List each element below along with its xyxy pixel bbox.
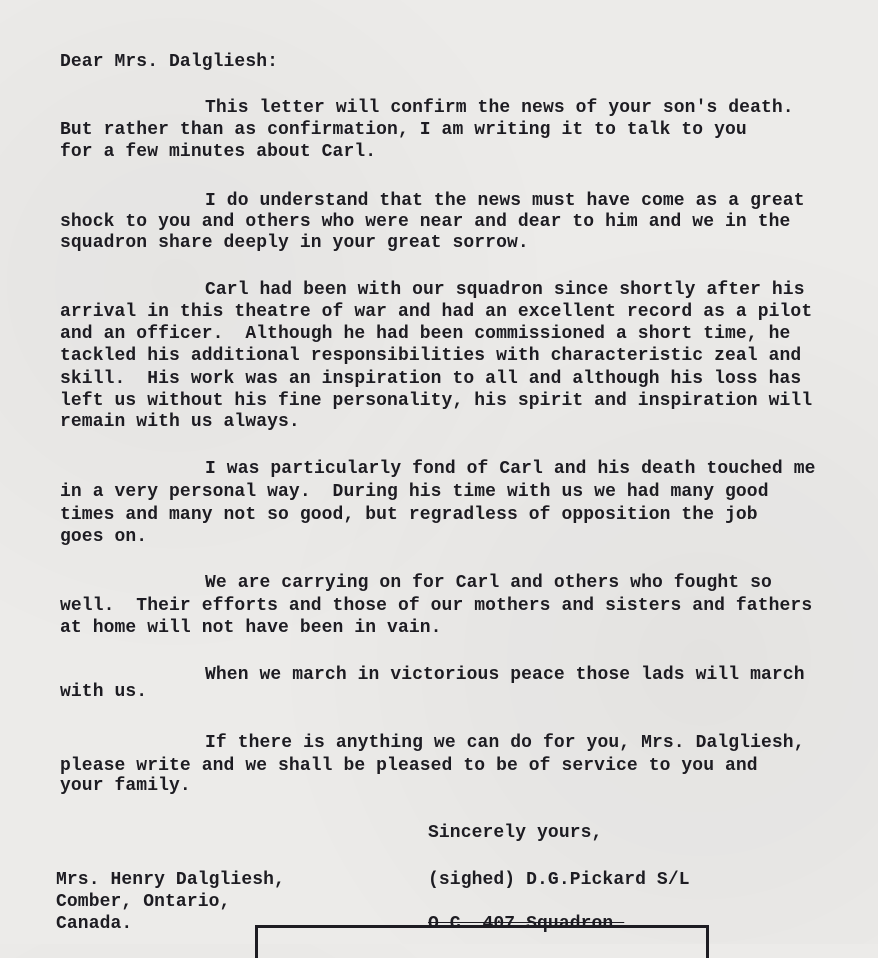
letter-line: your family. [60, 776, 191, 796]
address-line: Mrs. Henry Dalgliesh, [56, 870, 285, 890]
letter-line: goes on. [60, 527, 148, 547]
address-line: Comber, Ontario, [56, 892, 231, 912]
letter-line: in a very personal way. During his time with us we had many good [60, 482, 769, 502]
letter-line: times and many not so good, but regradless of opposition the job [60, 505, 758, 525]
closing: Sincerely yours, [428, 823, 603, 843]
letter-line: with us. [60, 682, 148, 702]
letter-line: well. Their efforts and those of our mothers and sisters and fathers [60, 596, 813, 616]
letter-line: left us without his fine personality, his spirit and inspiration will [60, 391, 813, 411]
letter-line: tackled his additional responsibilities with characteristic zeal and [60, 346, 802, 366]
letter-line: shock to you and others who were near and dear to him and we in the [60, 212, 791, 232]
letter-line: skill. His work was an inspiration to all and although his loss has [60, 369, 802, 389]
signer-title: O.C. 407 Squadron. [428, 914, 625, 934]
letter-line: please write and we shall be pleased to be of service to you and [60, 756, 758, 776]
letter-line: This letter will confirm the news of your son's death. [205, 98, 794, 118]
address-line: Canada. [56, 914, 133, 934]
letter-line: squadron share deeply in your great sorrow. [60, 233, 529, 253]
letter-line: at home will not have been in vain. [60, 618, 442, 638]
letter-line: If there is anything we can do for you, Mrs. Dalgliesh, [205, 733, 805, 753]
letter-line: for a few minutes about Carl. [60, 142, 377, 162]
letter-line: When we march in victorious peace those lads will march [205, 665, 805, 685]
letter-line: We are carrying on for Carl and others who fought so [205, 573, 772, 593]
letter-line: But rather than as confirmation, I am writing it to talk to you [60, 120, 747, 140]
letter-line: Carl had been with our squadron since shortly after his [205, 280, 805, 300]
letter-line: and an officer. Although he had been commissioned a short time, he [60, 324, 791, 344]
salutation: Dear Mrs. Dalgliesh: [60, 52, 279, 72]
letter-line: arrival in this theatre of war and had an excellent record as a pilot [60, 302, 813, 322]
letter-line: remain with us always. [60, 412, 300, 432]
signature: (sighed) D.G.Pickard S/L [428, 870, 690, 890]
stamp-box [255, 925, 709, 958]
letter-line: I do understand that the news must have come as a great [205, 191, 805, 211]
letter-line: I was particularly fond of Carl and his death touched me [205, 459, 816, 479]
